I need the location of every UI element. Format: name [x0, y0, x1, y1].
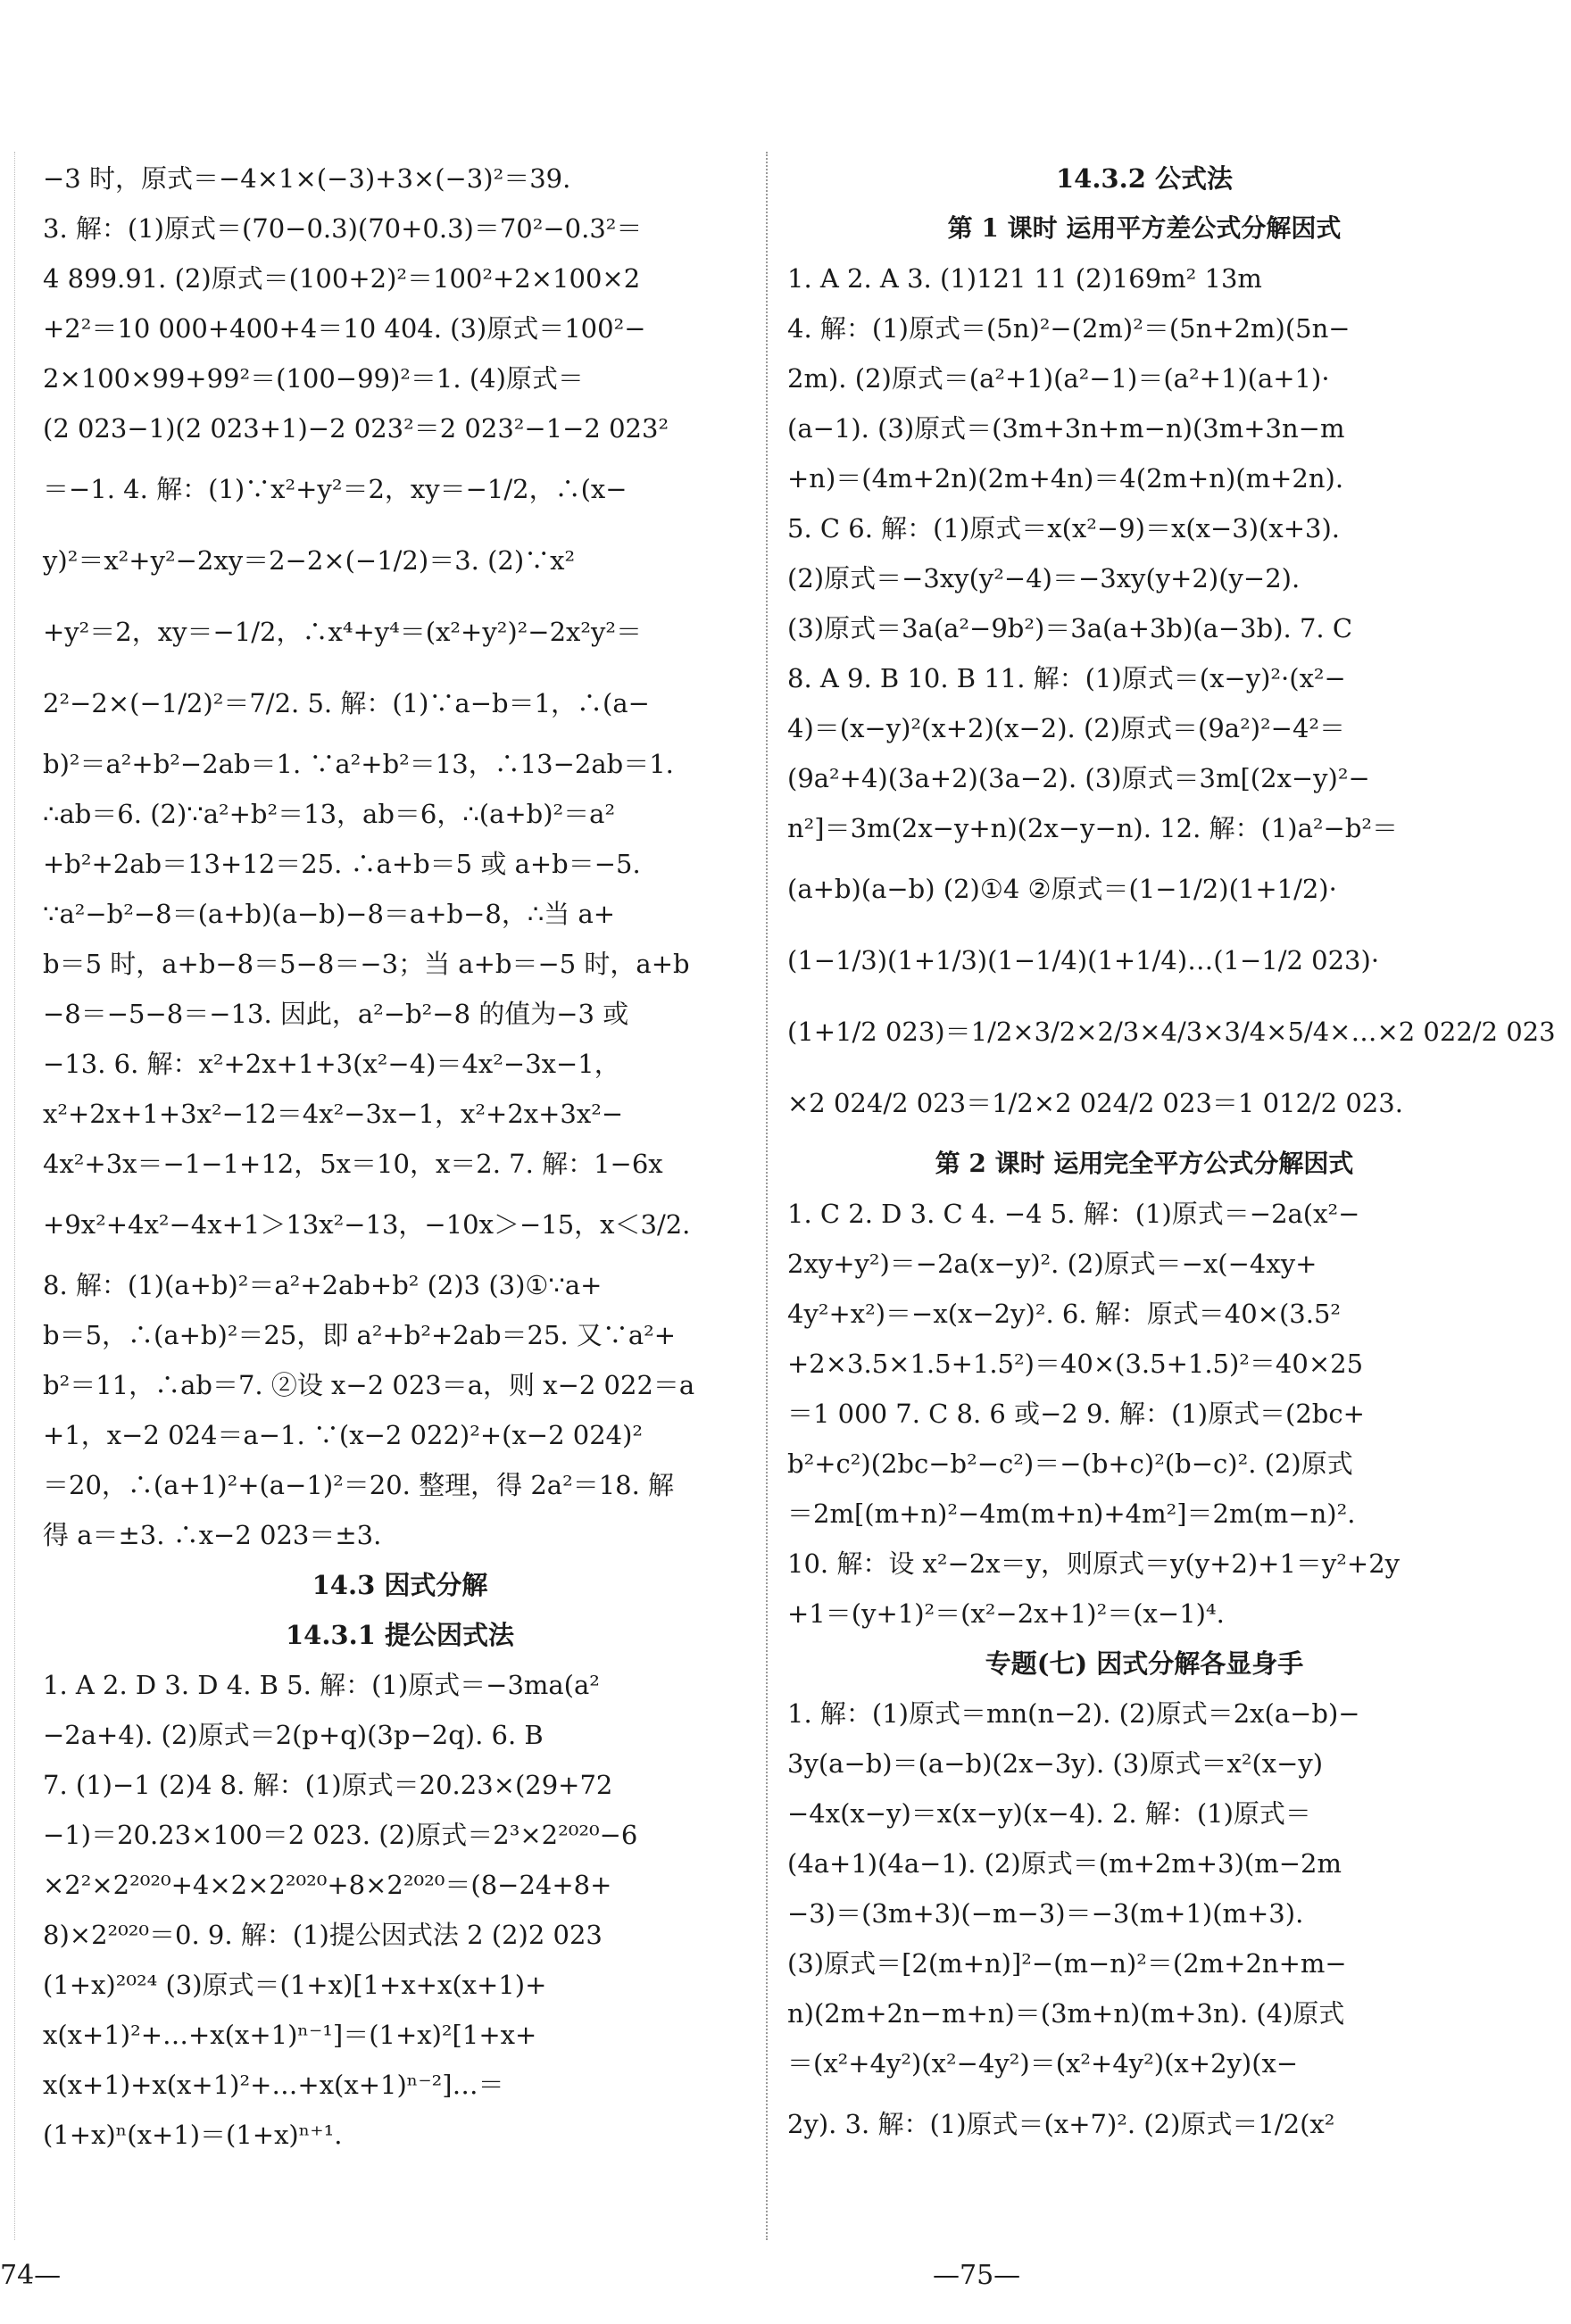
text-line: ＝(x²+4y²)(x²−4y²)＝(x²+4y²)(x+2y)(x−: [787, 2048, 1299, 2079]
text-line: (3)原式＝3a(a²−9b²)＝3a(a+3b)(a−3b). 7. C: [787, 613, 1353, 643]
text-line: 1. A 2. D 3. D 4. B 5. 解：(1)原式＝−3ma(a²: [43, 1670, 600, 1700]
text-line: −13. 6. 解：x²+2x+1+3(x²−4)＝4x²−3x−1，: [43, 1049, 620, 1079]
text-line: 8. 解：(1)(a+b)²＝a²+2ab+b² (2)3 (3)①∵a+: [43, 1270, 603, 1300]
text-line: b＝5，∴(a+b)²＝25，即 a²+b²+2ab＝25. 又∵a²+: [43, 1320, 677, 1350]
text-line: 得 a＝±3. ∴x−2 023＝±3.: [43, 1520, 382, 1550]
text-line: 4x²+3x＝−1−1+12，5x＝10，x＝2. 7. 解：1−6x: [43, 1149, 663, 1179]
text-line: ∴ab＝6. (2)∵a²+b²＝13，ab＝6，∴(a+b)²＝a²: [43, 799, 616, 829]
right-column: [787, 154, 1556, 2160]
column-divider: [766, 152, 768, 2240]
text-line: 4y²+x²)＝−x(x−2y)². 6. 解：原式＝40×(3.5²: [787, 1299, 1342, 1329]
text-line: 5. C 6. 解：(1)原式＝x(x²−9)＝x(x−3)(x+3).: [787, 513, 1341, 544]
text-line: −3)＝(3m+3)(−m−3)＝−3(m+1)(m+3).: [787, 1898, 1304, 1929]
text-line: +2²＝10 000+400+4＝10 404. (3)原式＝100²−: [43, 313, 646, 344]
text-line: −2a+4). (2)原式＝2(p+q)(3p−2q). 6. B: [43, 1720, 544, 1750]
text-line: −3 时，原式＝−4×1×(−3)+3×(−3)²＝39.: [43, 163, 571, 194]
lesson1-answer-lines: [787, 253, 1556, 1139]
text-line: ＝1 000 7. C 8. 6 或−2 9. 解：(1)原式＝(2bc+: [787, 1399, 1365, 1429]
text-line: ∵a²−b²−8＝(a+b)(a−b)−8＝a+b−8，∴当 a+: [43, 899, 616, 929]
text-line: (1+x)²⁰²⁴ (3)原式＝(1+x)[1+x+x(x+1)+: [43, 1970, 547, 2000]
text-line: 8. A 9. B 10. B 11. 解：(1)原式＝(x−y)²·(x²−: [787, 663, 1346, 693]
lesson1-title: 第 1 课时 运用平方差公式分解因式: [947, 213, 1342, 243]
text-line: n)(2m+2n−m+n)＝(3m+n)(m+3n). (4)原式: [787, 1998, 1345, 2029]
text-line: +n)＝(4m+2n)(2m+4n)＝4(2m+n)(m+2n).: [787, 463, 1344, 494]
page-number-right: —75—: [933, 2260, 1021, 2291]
text-line: 3. 解：(1)原式＝(70−0.3)(70+0.3)＝70²−0.3²＝: [43, 213, 643, 244]
page-number-left: 74—: [0, 2260, 62, 2291]
text-line: 2×100×99+99²＝(100−99)²＝1. (4)原式＝: [43, 363, 584, 394]
text-line: 3y(a−b)＝(a−b)(2x−3y). (3)原式＝x²(x−y): [787, 1748, 1324, 1779]
text-line: (1+x)ⁿ(x+1)＝(1+x)ⁿ⁺¹.: [43, 2120, 343, 2150]
text-line: b²＝11，∴ab＝7. ②设 x−2 023＝a，则 x−2 022＝a: [43, 1370, 695, 1400]
text-line: +y²＝2，xy＝−1/2，∴x⁴+y⁴＝(x²+y²)²−2x²y²＝: [43, 617, 643, 647]
text-line: (3)原式＝[2(m+n)]²−(m−n)²＝(2m+2n+m−: [787, 1948, 1347, 1979]
left-margin-dotted-line: [14, 152, 15, 2240]
text-line: ＝20，∴(a+1)²+(a−1)²＝20. 整理，得 2a²＝18. 解: [43, 1470, 675, 1500]
text-line: ＝−1. 4. 解：(1)∵x²+y²＝2，xy＝−1/2，∴(x−: [43, 474, 628, 504]
lesson2-title: 第 2 课时 运用完全平方公式分解因式: [935, 1149, 1354, 1178]
left-answer-lines-after: [43, 1660, 757, 2160]
text-line: b)²＝a²+b²−2ab＝1. ∵a²+b²＝13，∴13−2ab＝1.: [43, 749, 674, 779]
text-line: 2m). (2)原式＝(a²+1)(a²−1)＝(a²+1)(a+1)·: [787, 363, 1330, 394]
text-line: −4x(x−y)＝x(x−y)(x−4). 2. 解：(1)原式＝: [787, 1798, 1311, 1829]
text-line: +9x²+4x²−4x+1＞13x²−13，−10x＞−15，x＜3/2.: [43, 1209, 691, 1240]
text-line: (2)原式＝−3xy(y²−4)＝−3xy(y+2)(y−2).: [787, 563, 1301, 593]
text-line: 1. 解：(1)原式＝mn(n−2). (2)原式＝2x(a−b)−: [787, 1698, 1360, 1729]
text-line: y)²＝x²+y²−2xy＝2−2×(−1/2)＝3. (2)∵x²: [43, 545, 576, 576]
text-line: 4 899.91. (2)原式＝(100+2)²＝100²+2×100×2: [43, 263, 641, 294]
text-line: 2y). 3. 解：(1)原式＝(x+7)². (2)原式＝1/2(x²: [787, 2109, 1335, 2139]
left-column: [43, 154, 757, 2160]
text-line: n²]＝3m(2x−y+n)(2x−y−n). 12. 解：(1)a²−b²＝: [787, 813, 1399, 843]
subsection-title-14-3-1: 14.3.1 提公因式法: [285, 1620, 514, 1650]
text-line: (1+1/2 023)＝1/2×3/2×2/3×4/3×3/4×5/4×…×2 022/2 023: [787, 1017, 1556, 1047]
text-line: b＝5 时，a+b−8＝5−8＝−3；当 a+b＝−5 时，a+b: [43, 949, 690, 979]
text-line: (a+b)(a−b) (2)①4 ②原式＝(1−1/2)(1+1/2)·: [787, 874, 1337, 904]
text-line: ＝2m[(m+n)²−4m(m+n)+4m²]＝2m(m−n)².: [787, 1498, 1356, 1529]
text-line: +2×3.5×1.5+1.5²)＝40×(3.5+1.5)²＝40×25: [787, 1349, 1364, 1379]
text-line: ×2²×2²⁰²⁰+4×2×2²⁰²⁰+8×2²⁰²⁰＝(8−24+8+: [43, 1870, 612, 1900]
text-line: (1−1/3)(1+1/3)(1−1/4)(1+1/4)…(1−1/2 023)·: [787, 945, 1380, 975]
section-title-14-3: 14.3 因式分解: [312, 1570, 488, 1600]
text-line: 1. A 2. A 3. (1)121 11 (2)169m² 13m: [787, 263, 1262, 294]
text-line: +1＝(y+1)²＝(x²−2x+1)²＝(x−1)⁴.: [787, 1598, 1225, 1629]
text-line: 10. 解：设 x²−2x＝y，则原式＝y(y+2)+1＝y²+2y: [787, 1548, 1401, 1579]
text-line: 4. 解：(1)原式＝(5n)²−(2m)²＝(5n+2m)(5n−: [787, 313, 1351, 344]
text-line: x²+2x+1+3x²−12＝4x²−3x−1，x²+2x+3x²−: [43, 1099, 624, 1129]
topic-title: 专题(七) 因式分解各显身手: [985, 1648, 1304, 1679]
text-line: +1，x−2 024＝a−1. ∵(x−2 022)²+(x−2 024)²: [43, 1420, 644, 1450]
text-line: −8＝−5−8＝−13. 因此，a²−b²−8 的值为−3 或: [43, 999, 629, 1029]
text-line: x(x+1)+x(x+1)²+…+x(x+1)ⁿ⁻²]…＝: [43, 2070, 504, 2100]
text-line: +b²+2ab＝13+12＝25. ∴a+b＝5 或 a+b＝−5.: [43, 849, 641, 879]
text-line: (4a+1)(4a−1). (2)原式＝(m+2m+3)(m−2m: [787, 1848, 1342, 1879]
text-line: 2xy+y²)＝−2a(x−y)². (2)原式＝−x(−4xy+: [787, 1249, 1317, 1279]
text-line: b²+c²)(2bc−b²−c²)＝−(b+c)²(b−c)². (2)原式: [787, 1448, 1353, 1479]
text-line: (a−1). (3)原式＝(3m+3n+m−n)(3m+3n−m: [787, 413, 1345, 444]
text-line: x(x+1)²+…+x(x+1)ⁿ⁻¹]＝(1+x)²[1+x+: [43, 2020, 537, 2050]
text-line: 7. (1)−1 (2)4 8. 解：(1)原式＝20.23×(29+72: [43, 1770, 613, 1800]
section-title-14-3-2: 14.3.2 公式法: [1055, 163, 1233, 194]
text-line: 8)×2²⁰²⁰＝0. 9. 解：(1)提公因式法 2 (2)2 023: [43, 1920, 603, 1950]
topic-answer-lines: [787, 1689, 1501, 2160]
text-line: 4)＝(x−y)²(x+2)(x−2). (2)原式＝(9a²)²−4²＝: [787, 713, 1346, 743]
text-line: ×2 024/2 023＝1/2×2 024/2 023＝1 012/2 023.: [787, 1088, 1403, 1118]
text-line: 2²−2×(−1/2)²＝7/2. 5. 解：(1)∵a−b＝1，∴(a−: [43, 688, 650, 718]
left-answer-lines: [43, 154, 757, 1560]
text-line: (2 023−1)(2 023+1)−2 023²＝2 023²−1−2 023²: [43, 413, 669, 444]
text-line: 1. C 2. D 3. C 4. −4 5. 解：(1)原式＝−2a(x²−: [787, 1199, 1360, 1229]
lesson2-answer-lines: [787, 1189, 1501, 1639]
text-line: −1)＝20.23×100＝2 023. (2)原式＝2³×2²⁰²⁰−6: [43, 1820, 638, 1850]
text-line: (9a²+4)(3a+2)(3a−2). (3)原式＝3m[(2x−y)²−: [787, 763, 1370, 793]
